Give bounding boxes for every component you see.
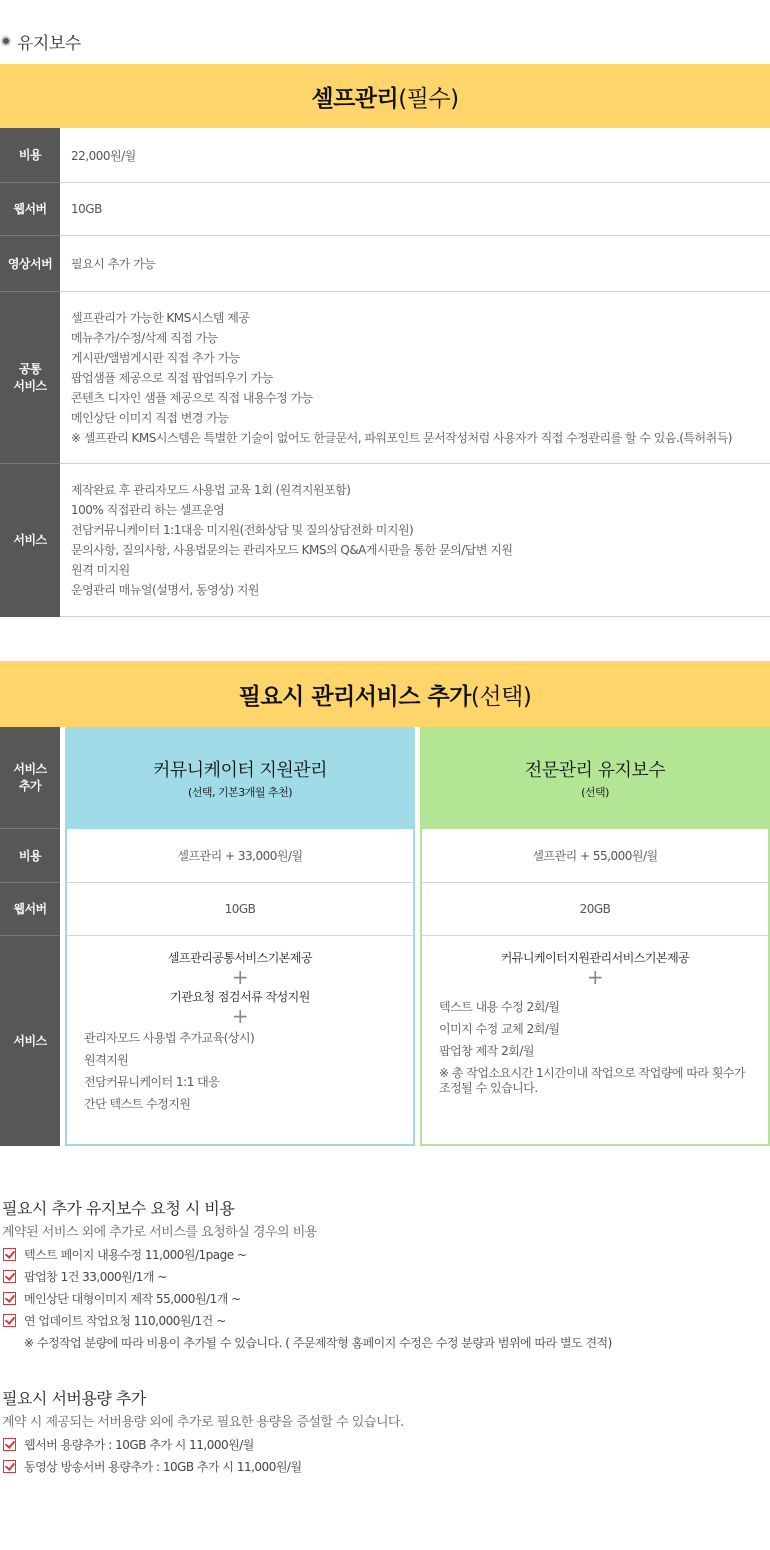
row-label: 영상서버 — [0, 236, 60, 292]
list-item: 전담커뮤니케이터 1:1대응 미지원(전화상담 및 질의상담전화 미지원) — [71, 523, 414, 537]
list-item: 텍스트 내용 수정 2회/월 — [439, 1000, 560, 1014]
list-item: 게시판/앨범게시판 직접 추가 가능 — [71, 351, 240, 365]
server-add-subtitle: 계약 시 제공되는 서버용량 외에 추가로 필요한 용량을 증설할 수 있습니다. — [2, 1415, 404, 1430]
list-item — [3, 1246, 246, 1263]
list-item: 이미지 수정 교체 2회/월 — [439, 1022, 560, 1036]
list-item: 문의사항, 질의사항, 사용법문의는 관리자모드 KMS의 Q&A게시판을 통한 문의/답변 지원 — [71, 543, 513, 557]
list-item-label: 웹서버 용량추가 : 10GB 추가 시 11,000원/월 — [24, 1438, 254, 1452]
banner-paren: (필수) — [398, 85, 459, 112]
list-item-label: 팝업창 1건 33,000원/1개 ~ — [24, 1270, 167, 1284]
common-service-row — [0, 292, 770, 464]
plan-cost: 셀프관리 + 33,000원/월 — [67, 829, 413, 883]
list-item-label: 텍스트 페이지 내용수정 11,000원/1page ~ — [24, 1248, 247, 1262]
service-row — [0, 464, 770, 617]
column-header — [65, 727, 415, 829]
list-item — [3, 1268, 167, 1285]
list-item: 원격 미지원 — [71, 563, 130, 577]
row-label: 서비스 — [0, 936, 60, 1146]
row-label: 비용 — [0, 829, 60, 883]
list-item: 셀프관리가 가능한 KMS시스템 제공 — [71, 311, 250, 325]
plan-title: 전문관리 유지보수 — [524, 760, 666, 781]
list-item: 간단 텍스트 수정지원 — [84, 1097, 191, 1111]
plan-cost: 셀프관리 + 55,000원/월 — [422, 829, 768, 883]
list-item: 운영관리 매뉴얼(설명서, 동영상) 지원 — [71, 583, 260, 597]
checkbox-icon — [3, 1270, 16, 1283]
list-item — [3, 1312, 226, 1329]
service-base: 셀프관리공통서비스기본제공 — [167, 951, 313, 965]
plus-icon: + — [231, 1004, 249, 1028]
list-item: 관리자모드 사용법 추가교육(상시) — [84, 1031, 255, 1045]
checkbox-icon — [3, 1460, 16, 1473]
row-value: 필요시 추가 가능 — [60, 236, 770, 292]
pro-maintenance-column — [420, 727, 770, 1146]
plan-services — [65, 949, 415, 1115]
checkbox-icon — [3, 1438, 16, 1451]
service-base: 커뮤니케이터지원관리서비스기본제공 — [500, 951, 690, 965]
plan-title: 커뮤니케이터 지원관리 — [152, 760, 328, 781]
videoserver-row — [0, 236, 770, 292]
plus-icon: + — [231, 965, 249, 989]
plan-note: ※ 총 작업소요시간 1시간이내 작업으로 작업량에 따라 횟수가 조정될 수 있습니다. — [439, 1066, 746, 1095]
column-header — [420, 727, 770, 829]
list-item — [3, 1290, 241, 1307]
list-item: 팝업창 제작 2회/월 — [439, 1044, 534, 1058]
service-extra: 기관요청 점검서류 작성지원 — [170, 990, 310, 1004]
list-item-label: 메인상단 대형이미지 제작 55,000원/1개 ~ — [24, 1292, 241, 1306]
list-item: 팝업샘플 제공으로 직접 팝업띄우기 가능 — [71, 371, 273, 385]
extra-cost-title: 필요시 추가 유지보수 요청 시 비용 — [2, 1199, 235, 1218]
row-label: 웹서버 — [0, 183, 60, 236]
list-item: 100% 직접관리 하는 셀프운영 — [71, 503, 225, 517]
plan-webserver: 20GB — [422, 883, 768, 936]
list-item — [3, 1458, 302, 1475]
self-manage-banner — [0, 64, 770, 128]
list-item: 메뉴추가/수정/삭제 직접 가능 — [71, 331, 218, 345]
service-list — [60, 464, 770, 617]
banner-title: 필요시 관리서비스 추가 — [238, 683, 471, 710]
list-item-label: 동영상 방송서버 용량추가 : 10GB 추가 시 11,000원/월 — [24, 1460, 302, 1474]
list-item: 제작완료 후 관리자모드 사용법 교육 1회 (원격지원포함) — [71, 483, 351, 497]
list-item — [3, 1436, 254, 1453]
optional-service-banner — [0, 661, 770, 727]
plan-services — [420, 949, 770, 1096]
checkbox-icon — [3, 1314, 16, 1327]
cost-row — [0, 128, 770, 183]
checkbox-icon — [3, 1292, 16, 1305]
server-add-title: 필요시 서버용량 추가 — [2, 1389, 146, 1408]
common-service-list — [60, 292, 770, 464]
banner-title: 셀프관리 — [311, 85, 399, 112]
list-item: 콘텐츠 디자인 샘플 제공으로 직접 내용수정 가능 — [71, 391, 313, 405]
list-item: 메인상단 이미지 직접 변경 가능 — [71, 411, 229, 425]
list-item: 전담커뮤니케이터 1:1 대응 — [84, 1075, 220, 1089]
row-label: 비용 — [0, 128, 60, 183]
section-title: 유지보수 — [17, 33, 81, 54]
webserver-row — [0, 183, 770, 236]
row-label: 웹서버 — [0, 883, 60, 936]
row-label: 공통 서비스 — [0, 292, 60, 464]
row-label: 서비스 추가 — [0, 727, 60, 829]
row-value: 10GB — [60, 183, 770, 236]
extra-cost-subtitle: 계약된 서비스 외에 추가로 서비스를 요청하실 경우의 비용 — [2, 1225, 317, 1240]
plan-subtitle: (선택, 기본3개월 추천) — [187, 786, 293, 799]
checkbox-icon — [3, 1248, 16, 1261]
plan-subtitle: (선택) — [581, 786, 609, 799]
list-item: 원격지원 — [84, 1053, 129, 1067]
list-item: ※ 셀프관리 KMS시스템은 특별한 기술이 없어도 한글문서, 파워포인트 문서작성처럼 사용자가 직접 수정관리를 할 수 있음.(특허취득) — [71, 431, 732, 445]
communicator-plan-column — [65, 727, 415, 1146]
bullet-icon — [1, 36, 11, 46]
row-value: 22,000원/월 — [60, 128, 770, 183]
section-header — [0, 28, 81, 54]
row-label: 서비스 — [0, 464, 60, 617]
plan-webserver: 10GB — [67, 883, 413, 936]
plus-icon: + — [586, 965, 604, 989]
extra-cost-note: ※ 수정작업 분량에 따라 비용이 추가될 수 있습니다. ( 주문제작형 홈페이지 수정은 수정 분량과 범위에 따라 별도 견적) — [24, 1336, 612, 1350]
banner-paren: (선택) — [470, 683, 532, 710]
list-item-label: 연 업데이트 작업요청 110,000원/1건 ~ — [24, 1314, 226, 1328]
